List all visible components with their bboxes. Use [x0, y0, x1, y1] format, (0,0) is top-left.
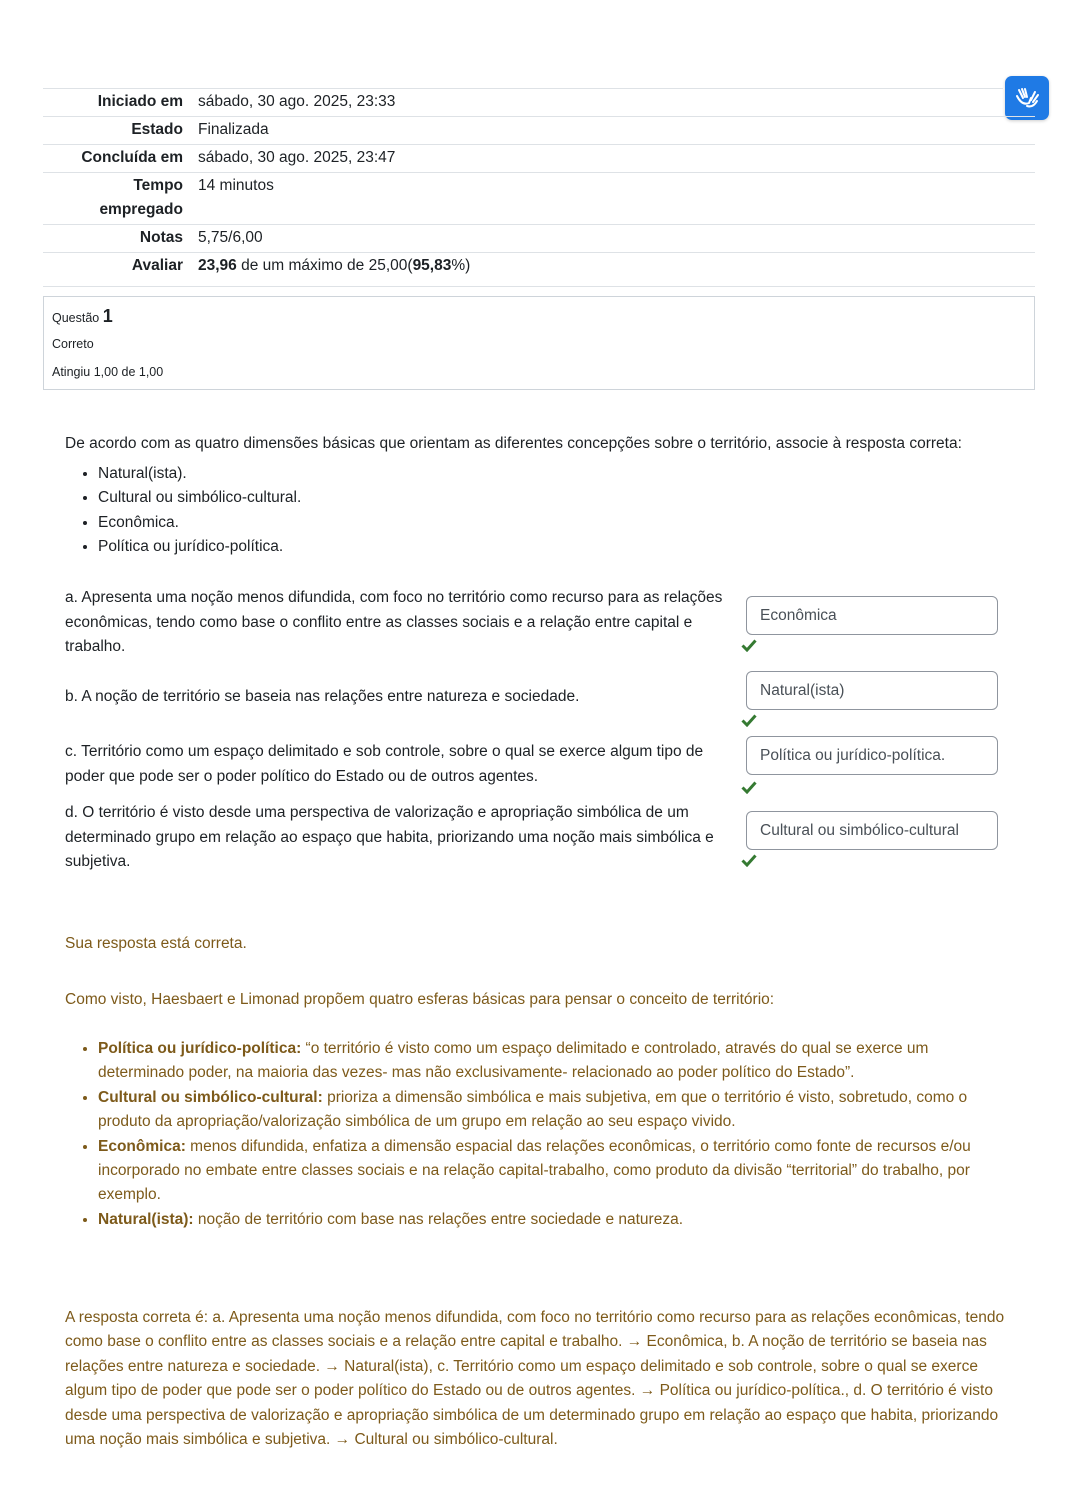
- feedback-list-block: [65, 1037, 1015, 1232]
- question-prompt: De acordo com as quatro dimensões básicas que orientam as diferentes concepções sobre o território, associe à resposta correta:: [65, 435, 962, 452]
- feedback-text: prioriza a dimensão simbólica e mais subjetiva, em que o território é visto, sobretudo, como o produto da apropriação/valorização simbólica de um grupo em relação ao seu espaço vivido.: [98, 1088, 968, 1131]
- feedback-correct-msg: Sua resposta está correta.: [65, 935, 247, 952]
- feedback-text: noção de território com base nas relações entre sociedade e natureza.: [193, 1210, 684, 1228]
- summary-value: [198, 253, 1035, 286]
- summary-label: Estado: [131, 121, 183, 138]
- correct-check-icon: [741, 713, 757, 727]
- list-item: • Natural(ista).: [98, 462, 1015, 486]
- list-item: • Econômica.: [98, 511, 1015, 535]
- question-number: [52, 304, 1026, 330]
- summary-row-marks: [43, 224, 1035, 252]
- question-mark: Atingiu 1,00 de 1,00: [52, 365, 164, 379]
- list-item: • Política ou jurídico-política.: [98, 535, 1015, 559]
- feedback-term: Econômica:: [98, 1137, 186, 1155]
- list-item: • Cultural ou simbólico-cultural.: [98, 486, 1015, 510]
- answer-select[interactable]: Política ou jurídico-política.: [746, 736, 998, 775]
- question-text: [65, 430, 1015, 559]
- summary-value: Finalizada: [198, 121, 269, 138]
- question-state: Correto: [52, 337, 94, 351]
- list-item: [98, 1208, 1015, 1232]
- dimension-options-list: [65, 462, 1015, 559]
- summary-label: Avaliar: [131, 257, 183, 274]
- feedback-text: “o território é visto como um espaço delimitado e controlado, através do qual se exerce um determinado poder, na maioria das vezes- mas não exclusivamente- relacionado ao poder político do Estado”.: [98, 1040, 929, 1082]
- grade-suffix: %): [451, 257, 471, 274]
- feedback-intro: Como visto, Haesbaert e Limonad propõem quatro esferas básicas para pensar o conceito de território:: [65, 991, 775, 1008]
- question-info-box: [43, 296, 1035, 390]
- summary-label: Notas: [139, 229, 183, 246]
- match-stem: d. O território é visto desde uma perspectiva de valorização e apropriação simbólica de um determinado grupo em relação ao espaço que habita, priorizando uma noção mais simbólica e subjetiva.: [65, 804, 714, 870]
- summary-label: Tempo empregado: [99, 177, 183, 218]
- answer-select[interactable]: Natural(ista): [746, 671, 998, 710]
- feedback-text: menos difundida, enfatiza a dimensão espacial das relações econômicas, o território como fonte de recursos e/ou incorporado no embate entre classes sociais e na relação capital-trabalho, como produto da divisão “territorial” do trabalho, por exemplo.: [98, 1137, 971, 1204]
- list-item: [98, 1135, 1015, 1208]
- grade-max-text: de um máximo de 25,00(: [241, 257, 413, 274]
- answer-select[interactable]: Econômica: [746, 596, 998, 635]
- summary-row-grade: [43, 252, 1035, 287]
- attempt-summary-table: [43, 88, 1035, 287]
- match-stem: c. Território como um espaço delimitado e sob controle, sobre o qual se exerce algum tipo de poder que pode ser o poder político do Estado ou de outros agentes.: [65, 743, 704, 785]
- list-item: [98, 1086, 1015, 1135]
- feedback-term: Natural(ista):: [98, 1210, 194, 1228]
- correct-check-icon: [741, 853, 757, 867]
- summary-value: 5,75/6,00: [198, 229, 263, 246]
- match-stem: b. A noção de território se baseia nas relações entre natureza e sociedade.: [65, 688, 580, 705]
- summary-value: 14 minutos: [198, 177, 274, 194]
- match-stem: a. Apresenta uma noção menos difundida, com foco no território como recurso para as relações econômicas, tendo como base o conflito entre as classes sociais e a relação entre capital e trabalho.: [65, 589, 723, 655]
- feedback-term: Política ou jurídico-política:: [98, 1040, 302, 1057]
- summary-value: sábado, 30 ago. 2025, 23:47: [198, 149, 396, 166]
- summary-row-completed: [43, 144, 1035, 172]
- feedback-term: Cultural ou simbólico-cultural:: [98, 1088, 323, 1106]
- summary-value: sábado, 30 ago. 2025, 23:33: [198, 93, 396, 110]
- summary-label: Concluída em: [81, 149, 183, 166]
- right-answer: A resposta correta é: a. Apresenta uma noção menos difundida, com foco no território como recurso para as relações econômicas, tendo como base o conflito entre as classes sociais e a relação entre capital e trabalho. → Econômica, b. A noção de território se baseia nas relações entre natureza e sociedade. → Natural(ista), c. Território como um espaço delimitado e sob controle, sobre o qual se exerce algum tipo de poder que pode ser o poder político do Estado ou de outros agentes. → Política ou jurídico-política., d. O território é visto desde uma perspectiva de valorização e apropriação simbólica de um determinado grupo em relação ao espaço que habita, priorizando uma noção mais simbólica e subjetiva. → Cultural ou simbólico-cultural.: [65, 1309, 1005, 1449]
- grade-percent: 95,83: [412, 257, 452, 274]
- question-label: Questão: [52, 311, 100, 325]
- correct-check-icon: [741, 638, 757, 652]
- summary-row-state: [43, 116, 1035, 144]
- summary-label: Iniciado em: [97, 93, 183, 110]
- question-number-value: 1: [102, 306, 113, 326]
- correct-check-icon: [741, 780, 757, 794]
- summary-row-started: [43, 88, 1003, 116]
- summary-row-time-taken: [43, 172, 1035, 224]
- grade-value: 23,96: [198, 257, 237, 274]
- feedback-list: [65, 1037, 1015, 1232]
- answer-select[interactable]: Cultural ou simbólico-cultural: [746, 811, 998, 850]
- list-item: [98, 1037, 1015, 1086]
